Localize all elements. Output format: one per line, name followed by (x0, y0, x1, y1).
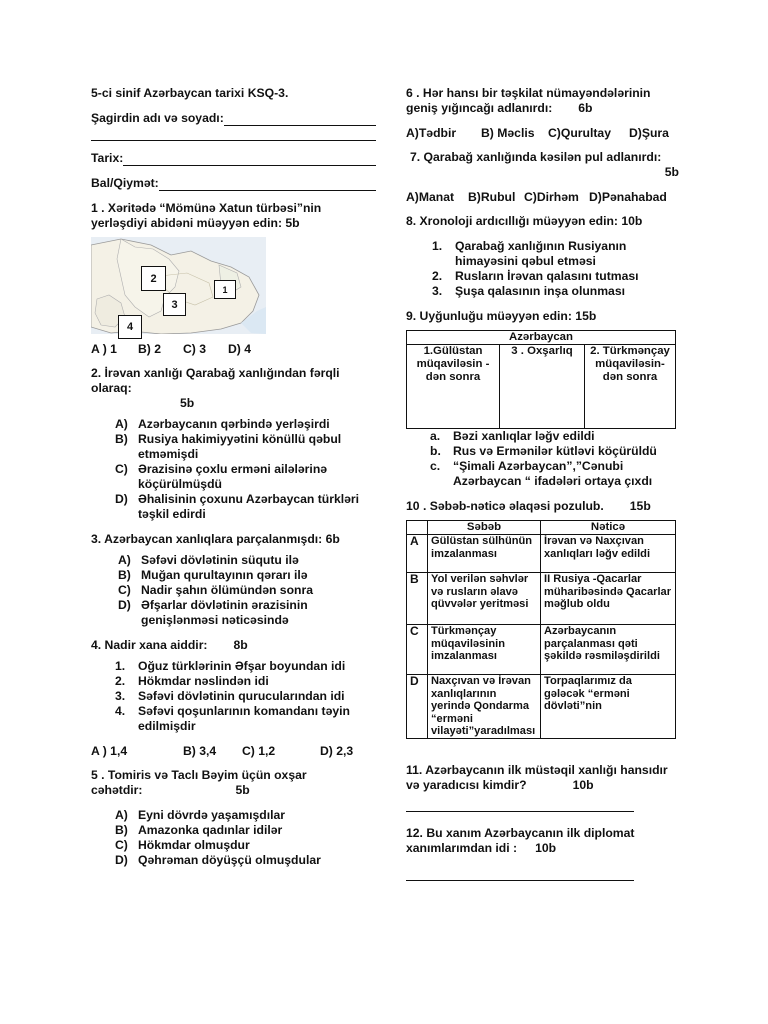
question-4-items (91, 659, 376, 734)
date-field[interactable] (91, 151, 376, 166)
question-8-text: 8. Xronoloji ardıcıllığı müəyyən edin: 10b (406, 214, 643, 228)
q5-option-b[interactable]: B) Amazonka qadınlar idilər (115, 823, 283, 837)
question-9-text: 9. Uyğunluğu müəyyən edin: 15b (406, 309, 597, 323)
q2-option-b[interactable]: B) Rusiya hakimiyyətini könüllü qəbul etməmişdi (115, 432, 342, 461)
question-2-options (91, 417, 376, 522)
question-1-options (91, 342, 376, 356)
q4-option-c[interactable]: C) 1,2 (242, 744, 276, 758)
score-field[interactable] (91, 176, 376, 191)
q5-option-d[interactable]: D) Qəhrəman döyüşçü olmuşdular (115, 853, 321, 867)
q8-item-2: 2. Rusların İrəvan qalasını tutması (432, 269, 639, 283)
q1-option-b[interactable]: B) 2 (138, 342, 162, 356)
q1-option-a[interactable]: A ) 1 (91, 342, 117, 356)
q7-option-c[interactable]: C)Dirhəm (524, 190, 579, 204)
map-label-2: 2 (141, 266, 166, 291)
score-line (159, 176, 376, 191)
q1-option-d[interactable]: D) 4 (228, 342, 252, 356)
table-row (407, 573, 676, 625)
q9-option-c: c. “Şimali Azərbaycan”,”Cənubi Azərbaycan “ ifadələri ortaya çıxdı (430, 459, 653, 488)
q10-row-cause: Yol verilən səhvlər və rusların əlavə qüvvələr yeritməsi (428, 573, 541, 625)
question-2-text: 2. İrəvan xanlığı Qarabağ xanlığından fərqli olaraq: 5b (91, 366, 340, 410)
q5-option-a[interactable]: A) Eyni dövrdə yaşamışdılar (115, 808, 285, 822)
question-10-text: 10 . Səbəb-nəticə əlaqəsi pozulub. 15b (406, 499, 651, 513)
question-9-table (406, 330, 676, 429)
question-1-text: 1 . Xəritədə “Mömünə Xatun türbəsi”nin yerləşdiyi abidəni müəyyən edin: 5b (91, 201, 322, 230)
student-name-label: Şagirdin adı və soyadı: (91, 111, 224, 125)
q10-row-effect: İrəvan və Naxçıvan xanlıqları ləğv edildi (541, 535, 676, 573)
left-column (91, 86, 376, 868)
question-7-points: 5b (664, 165, 679, 179)
q4-item-2: 2. Hökmdar nəslindən idi (115, 674, 269, 688)
azerbaijan-map (91, 237, 266, 334)
question-5-text: 5 . Tomiris və Taclı Bəyim üçün oxşar cəhətdir: 5b (91, 768, 307, 797)
q8-item-3: 3. Şuşa qalasının inşa olunması (432, 284, 626, 298)
question-9-options (406, 429, 678, 489)
map-label-4: 4 (118, 315, 142, 339)
question-7-options (406, 190, 678, 204)
q10-row-letter: C (407, 625, 428, 675)
question-10-table (406, 520, 676, 739)
q4-item-1: 1. Oğuz türklərinin Əfşar boyundan idi (115, 659, 346, 673)
q10-row-effect: Azərbaycanın parçalanması qəti şəkildə rəsmiləşdirildi (541, 625, 676, 675)
map-label-1: 1 (214, 280, 236, 299)
q10-row-effect: II Rusiya -Qacarlar müharibəsində Qacarlar məğlub oldu (541, 573, 676, 625)
right-column (406, 86, 678, 881)
q6-option-d[interactable]: D)Şura (629, 126, 669, 140)
q5-option-c[interactable]: C) Hökmdar olmuşdur (115, 838, 250, 852)
question-3-text: 3. Azərbaycan xanlıqlara parçalanmışdı: 6b (91, 532, 340, 546)
question-6-text: 6 . Hər hansı bir təşkilat nümayəndələrinin geniş yığıncağı adlanırdı: 6b (406, 86, 651, 115)
student-name-field[interactable] (91, 111, 376, 126)
q4-option-b[interactable]: B) 3,4 (183, 744, 217, 758)
question-4-options (91, 744, 376, 758)
question-11-text: 11. Azərbaycanın ilk müstəqil xanlığı hansıdır və yaradıcısı kimdir? 10b (406, 763, 668, 792)
q7-option-d[interactable]: D)Pənahabad (589, 190, 667, 204)
q9-option-b: b. Rus və Ermənilər kütləvi köçürüldü (430, 444, 657, 458)
q9-option-a: a. Bəzi xanlıqlar ləğv edildi (430, 429, 595, 443)
q4-option-a[interactable]: A ) 1,4 (91, 744, 128, 758)
q10-empty-head (407, 521, 428, 535)
q10-row-letter: B (407, 573, 428, 625)
q4-option-d[interactable]: D) 2,3 (320, 744, 354, 758)
q9-table-header: Azərbaycan (407, 331, 676, 345)
date-label: Tarix: (91, 151, 124, 165)
q4-item-3: 3. Səfəvi dövlətinin qurucularından idi (115, 689, 345, 703)
map-label-3: 3 (163, 293, 186, 316)
q9-cell-3: 3 . Oxşarlıq (500, 345, 585, 429)
q1-option-c[interactable]: C) 3 (183, 342, 207, 356)
q3-option-a[interactable]: A) Səfəvi dövlətinin süqutu ilə (118, 553, 299, 567)
question-7-text: 7. Qarabağ xanlığında kəsilən pul adlanırdı: (410, 150, 662, 164)
question-8-items (406, 239, 678, 299)
q10-col-cause: Səbəb (428, 521, 541, 535)
q10-row-letter: A (407, 535, 428, 573)
worksheet-title: 5-ci sinif Azərbaycan tarixi KSQ-3. (91, 86, 289, 100)
q3-option-d[interactable]: D) Əfşarlar dövlətinin ərazisinin genişlənməsi nəticəsində (118, 598, 308, 627)
q7-option-b[interactable]: B)Rubul (468, 190, 516, 204)
q4-item-4: 4. Səfəvi qoşunlarının komandanı təyin edilmişdir (115, 704, 350, 733)
q10-row-cause: Naxçıvan və İrəvan xanlıqlarının yerində Qondarma “erməni vilayəti”yaradılması (428, 675, 541, 739)
question-6-options (406, 126, 678, 140)
q6-option-b[interactable]: B) Məclis (481, 126, 535, 140)
question-12-text: 12. Bu xanım Azərbaycanın ilk diplomat xanımlarımdan idi : 10b (406, 826, 635, 855)
q2-option-c[interactable]: C) Ərazisinə çoxlu erməni ailələrinə köçürülmüşdü (115, 462, 328, 491)
date-line (123, 151, 376, 166)
q3-option-b[interactable]: B) Muğan qurultayının qərarı ilə (118, 568, 308, 582)
q3-option-c[interactable]: C) Nadir şahın ölümündən sonra (118, 583, 313, 597)
q10-col-effect: Nəticə (541, 521, 676, 535)
student-name-line (224, 111, 376, 126)
q8-item-1: 1. Qarabağ xanlığının Rusiyanın himayəsini qəbul etməsi (432, 239, 627, 268)
q6-option-c[interactable]: C)Qurultay (548, 126, 611, 140)
table-row (407, 625, 676, 675)
table-row (407, 535, 676, 573)
question-5-options (91, 808, 376, 868)
q6-option-a[interactable]: A)Tədbir (406, 126, 457, 140)
question-3-options (91, 553, 376, 628)
q10-row-cause: Gülüstan sülhünün imzalanması (428, 535, 541, 573)
table-row (407, 675, 676, 739)
q9-cell-1: 1.Gülüstan müqaviləsin -dən sonra (407, 345, 500, 429)
student-name-line-2 (91, 126, 376, 141)
question-11-answer-line[interactable] (406, 793, 634, 812)
q7-option-a[interactable]: A)Manat (406, 190, 455, 204)
q10-row-effect: Torpaqlarımız da gələcək “erməni dövləti”nin (541, 675, 676, 739)
score-label: Bal/Qiymət: (91, 176, 159, 190)
q10-row-letter: D (407, 675, 428, 739)
question-12-answer-line[interactable] (406, 856, 634, 881)
q9-cell-2: 2. Türkmənçay müqaviləsin-dən sonra (585, 345, 676, 429)
q2-option-a[interactable]: A) Azərbaycanın qərbində yerləşirdi (115, 417, 330, 431)
question-4-text: 4. Nadir xana aiddir: 8b (91, 638, 248, 652)
q10-row-cause: Türkmənçay müqaviləsinin imzalanması (428, 625, 541, 675)
q2-option-d[interactable]: D) Əhalisinin çoxunu Azərbaycan türkləri təşkil edirdi (115, 492, 360, 521)
